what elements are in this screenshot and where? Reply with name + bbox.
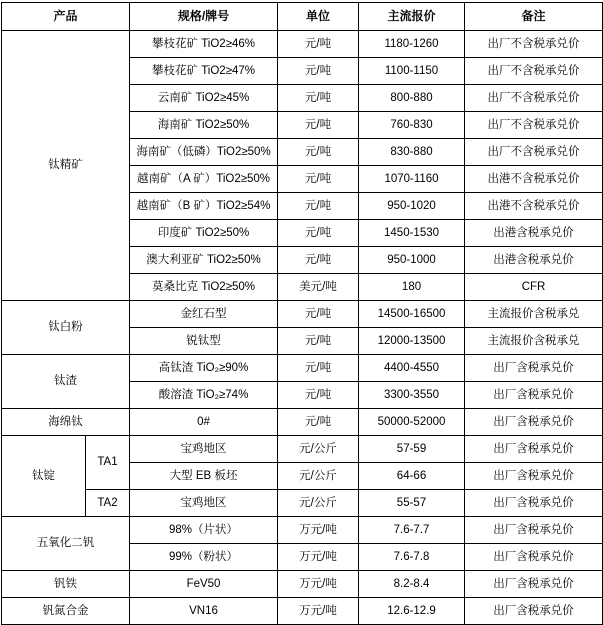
product-unit: 元/吨 <box>278 328 359 355</box>
product-price: 3300-3550 <box>359 382 465 409</box>
product-price: 1180-1260 <box>359 31 465 58</box>
product-note: 主流报价含税承兑 <box>465 328 603 355</box>
product-spec: 越南矿（B 矿）TiO2≥54% <box>130 193 278 220</box>
product-price: 4400-4550 <box>359 355 465 382</box>
price-table <box>1 2 603 625</box>
product-price: 12000-13500 <box>359 328 465 355</box>
header-unit: 单位 <box>278 3 359 31</box>
product-price: 950-1020 <box>359 193 465 220</box>
product-category: 钒氮合金 <box>2 598 130 625</box>
product-price: 1100-1150 <box>359 58 465 85</box>
product-spec: 98%（片状） <box>130 517 278 544</box>
header-price: 主流报价 <box>359 3 465 31</box>
product-spec: 99%（粉状） <box>130 544 278 571</box>
product-note: 出厂不含税承兑价 <box>465 85 603 112</box>
product-price: 14500-16500 <box>359 301 465 328</box>
product-unit: 元/吨 <box>278 193 359 220</box>
product-price: 7.6-7.7 <box>359 517 465 544</box>
table-row <box>2 31 603 58</box>
product-spec: 海南矿（低磷）TiO2≥50% <box>130 139 278 166</box>
product-price: 1070-1160 <box>359 166 465 193</box>
product-note: 出厂不含税承兑价 <box>465 139 603 166</box>
product-spec: 澳大利亚矿 TiO2≥50% <box>130 247 278 274</box>
product-note: CFR <box>465 274 603 301</box>
product-spec: 宝鸡地区 <box>130 490 278 517</box>
product-note: 主流报价含税承兑 <box>465 301 603 328</box>
table-row <box>2 355 603 382</box>
table-row <box>2 598 603 625</box>
product-category: 钛锭 <box>2 436 86 517</box>
product-spec: 攀枝花矿 TiO2≥47% <box>130 58 278 85</box>
product-category: 钒铁 <box>2 571 130 598</box>
product-price: 1450-1530 <box>359 220 465 247</box>
product-price: 180 <box>359 274 465 301</box>
product-price: 950-1000 <box>359 247 465 274</box>
product-price: 12.6-12.9 <box>359 598 465 625</box>
product-note: 出厂不含税承兑价 <box>465 112 603 139</box>
product-unit: 元/公斤 <box>278 436 359 463</box>
product-spec: 越南矿（A 矿）TiO2≥50% <box>130 166 278 193</box>
table-row <box>2 517 603 544</box>
product-note: 出港含税承兑价 <box>465 247 603 274</box>
header-note: 备注 <box>465 3 603 31</box>
product-category: 钛精矿 <box>2 31 130 301</box>
product-category: 海绵钛 <box>2 409 130 436</box>
product-note: 出厂含税承兑价 <box>465 355 603 382</box>
product-spec: 金红石型 <box>130 301 278 328</box>
product-note: 出厂含税承兑价 <box>465 463 603 490</box>
product-spec: 锐钛型 <box>130 328 278 355</box>
product-unit: 元/吨 <box>278 139 359 166</box>
product-spec: 酸溶渣 TiO₂≥74% <box>130 382 278 409</box>
product-note: 出厂含税承兑价 <box>465 517 603 544</box>
product-unit: 元/吨 <box>278 58 359 85</box>
product-note: 出厂含税承兑价 <box>465 598 603 625</box>
product-note: 出厂不含税承兑价 <box>465 58 603 85</box>
product-note: 出厂不含税承兑价 <box>465 31 603 58</box>
product-unit: 元/吨 <box>278 31 359 58</box>
product-unit: 美元/吨 <box>278 274 359 301</box>
product-price: 64-66 <box>359 463 465 490</box>
product-note: 出厂含税承兑价 <box>465 436 603 463</box>
product-spec: 宝鸡地区 <box>130 436 278 463</box>
product-unit: 元/吨 <box>278 220 359 247</box>
product-spec: 攀枝花矿 TiO2≥46% <box>130 31 278 58</box>
product-unit: 元/公斤 <box>278 463 359 490</box>
product-grade: TA1 <box>86 436 130 490</box>
product-unit: 元/吨 <box>278 112 359 139</box>
product-spec: 高钛渣 TiO₂≥90% <box>130 355 278 382</box>
product-price: 55-57 <box>359 490 465 517</box>
product-unit: 万元/吨 <box>278 517 359 544</box>
table-header <box>2 3 603 31</box>
product-note: 出港含税承兑价 <box>465 220 603 247</box>
table-row <box>2 301 603 328</box>
product-unit: 元/吨 <box>278 85 359 112</box>
product-unit: 万元/吨 <box>278 571 359 598</box>
product-price: 50000-52000 <box>359 409 465 436</box>
product-note: 出港不含税承兑价 <box>465 166 603 193</box>
product-unit: 元/吨 <box>278 301 359 328</box>
product-unit: 元/吨 <box>278 355 359 382</box>
product-spec: VN16 <box>130 598 278 625</box>
product-price: 800-880 <box>359 85 465 112</box>
product-category: 五氧化二钒 <box>2 517 130 571</box>
product-note: 出厂含税承兑价 <box>465 571 603 598</box>
product-price: 7.6-7.8 <box>359 544 465 571</box>
product-note: 出厂含税承兑价 <box>465 490 603 517</box>
table-body <box>2 31 603 625</box>
product-spec: 莫桑比克 TiO2≥50% <box>130 274 278 301</box>
product-price: 760-830 <box>359 112 465 139</box>
product-price: 8.2-8.4 <box>359 571 465 598</box>
product-note: 出厂含税承兑价 <box>465 382 603 409</box>
product-unit: 元/吨 <box>278 247 359 274</box>
table-row <box>2 436 603 463</box>
table-row <box>2 409 603 436</box>
product-note: 出港不含税承兑价 <box>465 193 603 220</box>
product-spec: 大型 EB 板坯 <box>130 463 278 490</box>
product-unit: 元/吨 <box>278 409 359 436</box>
product-category: 钛渣 <box>2 355 130 409</box>
product-unit: 万元/吨 <box>278 544 359 571</box>
product-unit: 元/吨 <box>278 382 359 409</box>
product-category: 钛白粉 <box>2 301 130 355</box>
header-row <box>2 3 603 31</box>
table-row <box>2 571 603 598</box>
product-price: 830-880 <box>359 139 465 166</box>
product-unit: 元/公斤 <box>278 490 359 517</box>
product-spec: 云南矿 TiO2≥45% <box>130 85 278 112</box>
header-spec: 规格/牌号 <box>130 3 278 31</box>
product-price: 57-59 <box>359 436 465 463</box>
product-unit: 元/吨 <box>278 166 359 193</box>
product-note: 出厂含税承兑价 <box>465 544 603 571</box>
product-unit: 万元/吨 <box>278 598 359 625</box>
product-grade: TA2 <box>86 490 130 517</box>
product-spec: 0# <box>130 409 278 436</box>
product-note: 出厂含税承兑价 <box>465 409 603 436</box>
product-spec: 海南矿 TiO2≥50% <box>130 112 278 139</box>
table-row <box>2 490 603 517</box>
product-spec: 印度矿 TiO2≥50% <box>130 220 278 247</box>
product-spec: FeV50 <box>130 571 278 598</box>
header-product: 产品 <box>2 3 130 31</box>
